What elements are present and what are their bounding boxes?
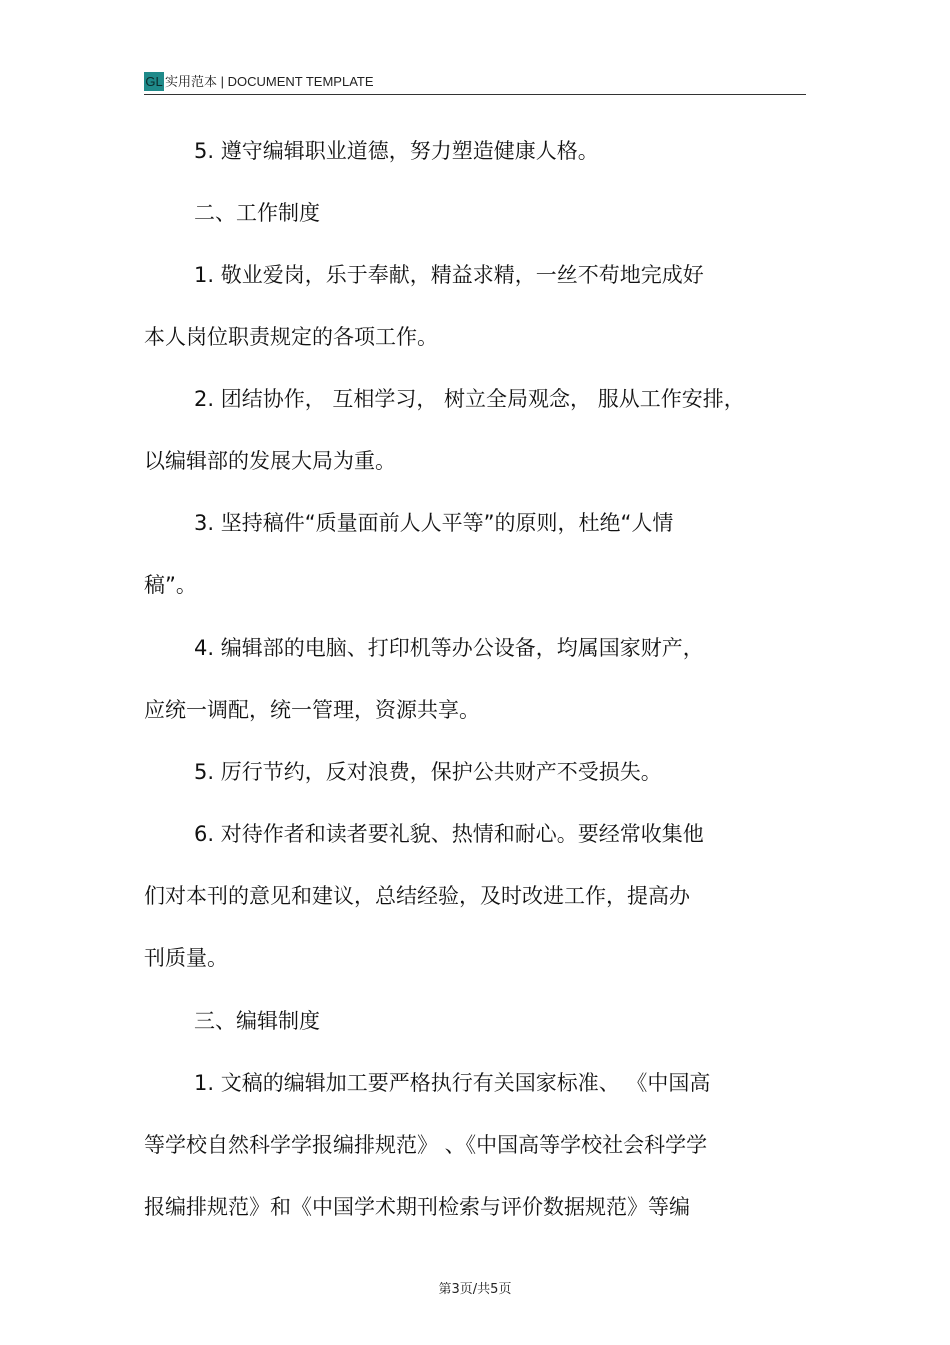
text-line: 2. 团结协作， 互相学习， 树立全局观念， 服从工作安排， xyxy=(194,387,745,411)
section-heading: 二、工作制度 xyxy=(194,201,320,225)
page-footer: 第3页/共5页 xyxy=(438,1282,512,1297)
text-line: 刊质量。 xyxy=(144,946,228,970)
text-line: 5. 厉行节约，反对浪费，保护公共财产不受损失。 xyxy=(194,760,662,784)
text-line: 1. 文稿的编辑加工要严格执行有关国家标准、 《中国高 xyxy=(194,1071,711,1095)
text-line: 1. 敬业爱岗，乐于奉献，精益求精，一丝不苟地完成好 xyxy=(194,263,704,287)
gl-logo: GL xyxy=(145,74,163,89)
text-line: 5. 遵守编辑职业道德，努力塑造健康人格。 xyxy=(194,139,599,163)
text-line: 稿”。 xyxy=(144,573,197,597)
text-line: 应统一调配，统一管理，资源共享。 xyxy=(144,698,480,722)
text-line: 们对本刊的意见和建议，总结经验，及时改进工作，提高办 xyxy=(144,884,690,908)
text-line: 以编辑部的发展大局为重。 xyxy=(144,449,396,473)
document-header xyxy=(144,70,806,95)
section-heading: 三、编辑制度 xyxy=(194,1009,320,1033)
header-title: 实用范本 | DOCUMENT TEMPLATE xyxy=(165,74,374,89)
text-line: 4. 编辑部的电脑、打印机等办公设备，均属国家财产， xyxy=(194,636,704,660)
text-line: 本人岗位职责规定的各项工作。 xyxy=(144,325,438,349)
text-line: 3. 坚持稿件“质量面前人人平等”的原则，杜绝“人情 xyxy=(194,511,674,535)
text-line: 报编排规范》和《中国学术期刊检索与评价数据规范》等编 xyxy=(144,1195,690,1219)
text-line: 6. 对待作者和读者要礼貌、热情和耐心。要经常收集他 xyxy=(194,822,704,846)
text-line: 等学校自然科学学报编排规范》 、《中国高等学校社会科学学 xyxy=(144,1133,708,1157)
